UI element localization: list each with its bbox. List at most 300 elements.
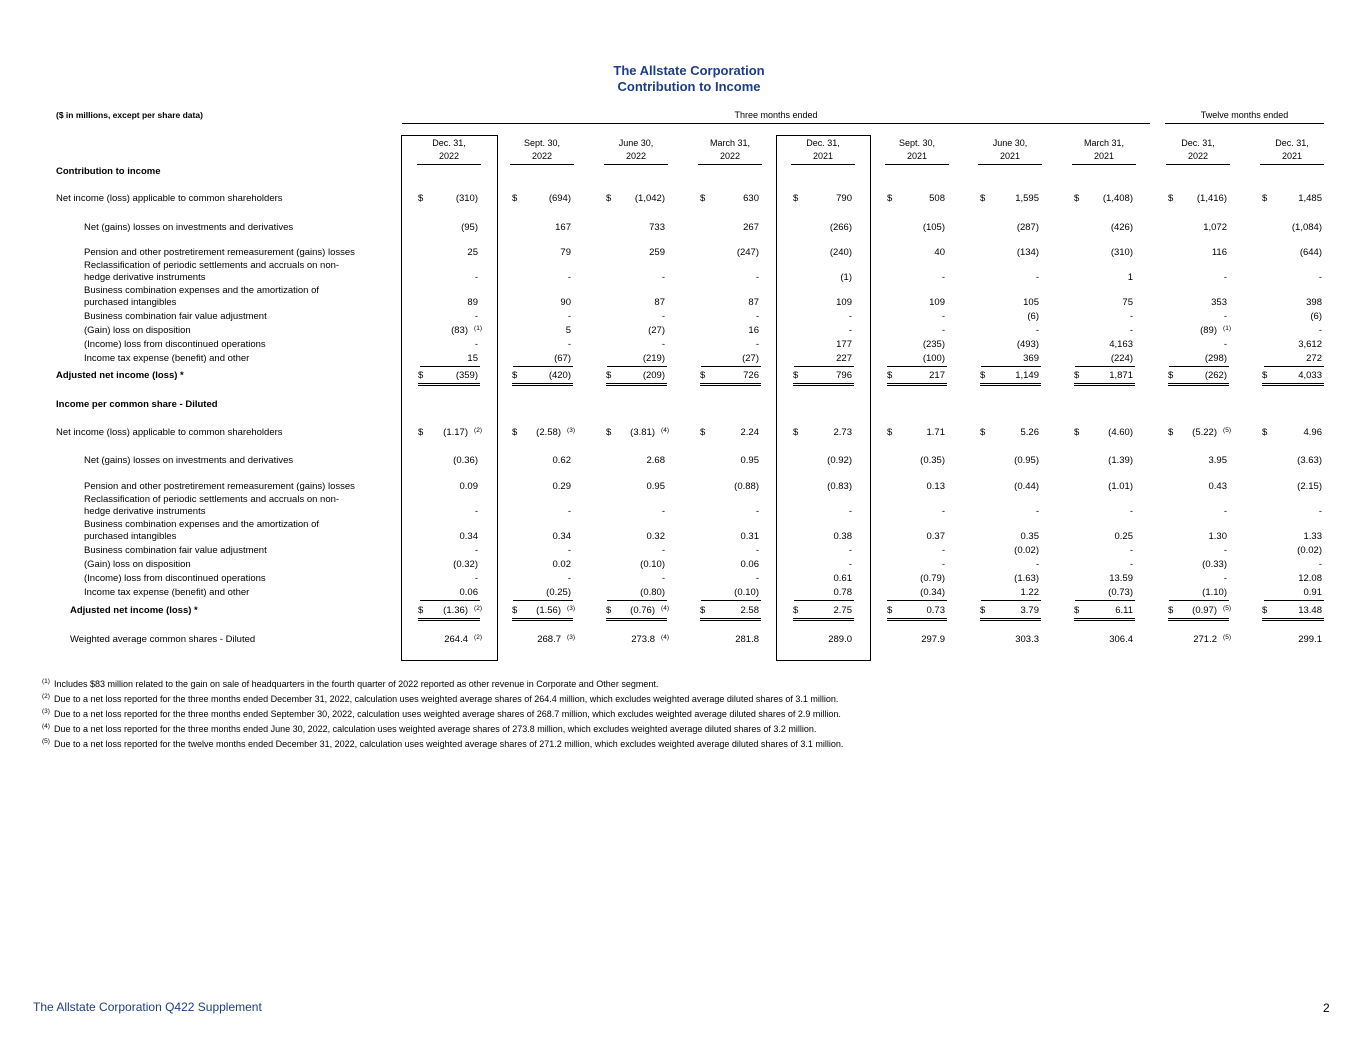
table-cell xyxy=(513,221,573,235)
cell-value: 16 xyxy=(748,325,759,336)
table-cell xyxy=(512,426,573,440)
cell-value: (0.44) xyxy=(1014,481,1039,492)
row-label-line: Pension and other postretirement remeasurement (gains) losses xyxy=(84,247,355,258)
table-cell xyxy=(607,338,667,352)
table-cell xyxy=(1264,505,1324,519)
row-label xyxy=(84,247,355,259)
table-cell xyxy=(513,558,573,572)
table-cell xyxy=(1075,530,1135,544)
cell-value: 0.02 xyxy=(552,559,571,570)
table-cell xyxy=(1264,324,1324,338)
row-label xyxy=(84,339,266,351)
cell-value: 0.29 xyxy=(552,481,571,492)
table-cell xyxy=(794,296,854,310)
cell-value: (310) xyxy=(455,193,478,204)
cell-value: (6) xyxy=(1310,311,1322,322)
table-cell xyxy=(794,271,854,285)
table-cell xyxy=(1264,221,1324,235)
table-cell xyxy=(1169,271,1229,285)
cell-value: - xyxy=(474,545,478,556)
table-cell xyxy=(607,246,667,260)
table-cell xyxy=(1264,633,1324,647)
cell-value: - xyxy=(1035,325,1039,336)
table-cell xyxy=(1169,296,1229,310)
units-label: ($ in millions, except per share data) xyxy=(56,110,203,120)
row-label xyxy=(84,587,249,599)
table-cell xyxy=(980,192,1041,206)
cell-value: - xyxy=(1318,272,1322,283)
group-header-twelve-months: Twelve months ended xyxy=(1165,110,1324,124)
cell-value: 281.8 xyxy=(735,634,759,645)
cell-value: 109 xyxy=(836,297,852,308)
table-cell xyxy=(981,572,1041,586)
cell-value: (95) xyxy=(461,222,478,233)
cell-value: (0.35) xyxy=(920,455,945,466)
cell-value: (1,408) xyxy=(1102,193,1133,204)
table-cell xyxy=(887,338,947,352)
table-cell xyxy=(607,586,667,601)
cell-value: 0.91 xyxy=(1303,587,1322,598)
cell-value: - xyxy=(1129,545,1133,556)
cell-value: 508 xyxy=(929,193,945,204)
cell-value: 4,033 xyxy=(1298,370,1322,381)
cell-value: (0.92) xyxy=(827,455,852,466)
table-cell xyxy=(420,572,480,586)
row-label-line: (Gain) loss on disposition xyxy=(84,559,191,570)
cell-value: - xyxy=(661,272,665,283)
footnote-marker: (2) xyxy=(474,605,482,612)
cell-value: 25 xyxy=(467,247,478,258)
row-label xyxy=(84,559,191,571)
table-cell xyxy=(513,296,573,310)
table-cell xyxy=(1074,426,1135,440)
table-cell xyxy=(794,544,854,558)
table-cell xyxy=(420,246,480,260)
currency-symbol: $ xyxy=(512,427,518,438)
cell-value: - xyxy=(1223,272,1227,283)
column-header-year: 2021 xyxy=(1281,151,1303,161)
row-label xyxy=(56,370,184,382)
table-cell xyxy=(513,271,573,285)
cell-value: (1.17) xyxy=(443,427,468,438)
table-cell xyxy=(607,296,667,310)
cell-value: - xyxy=(567,339,571,350)
cell-value: (266) xyxy=(829,222,852,233)
table-cell xyxy=(1264,480,1324,494)
currency-symbol: $ xyxy=(606,605,612,616)
row-label xyxy=(84,455,293,467)
currency-symbol: $ xyxy=(1262,605,1268,616)
footnote-marker: (1) xyxy=(1223,325,1231,332)
cell-value: (3.63) xyxy=(1297,455,1322,466)
footnote-text: Due to a net loss reported for the three months ended December 31, 2022, calculation uses weighted average shares of 264.4 million, which excludes weighted average diluted shares of 3.1 million. xyxy=(53,694,839,704)
cell-value: (298) xyxy=(1204,353,1227,364)
row-label xyxy=(84,519,319,543)
cell-value: 271.2 xyxy=(1193,634,1217,645)
currency-symbol: $ xyxy=(700,605,706,616)
table-cell xyxy=(420,221,480,235)
cell-value: (1.01) xyxy=(1108,481,1133,492)
cell-value: - xyxy=(941,559,945,570)
table-cell xyxy=(513,246,573,260)
cell-value: (0.25) xyxy=(546,587,571,598)
column-header-year: 2022 xyxy=(438,151,460,161)
cell-value: (0.32) xyxy=(453,559,478,570)
table-cell xyxy=(607,572,667,586)
cell-value: (0.88) xyxy=(734,481,759,492)
table-cell xyxy=(1168,369,1229,386)
cell-value: 217 xyxy=(929,370,945,381)
table-cell xyxy=(420,633,480,647)
table-cell xyxy=(701,271,761,285)
table-cell xyxy=(513,505,573,519)
table-cell xyxy=(887,369,947,386)
table-cell xyxy=(513,572,573,586)
table-cell xyxy=(1168,426,1229,440)
table-cell xyxy=(981,310,1041,324)
table-cell xyxy=(513,530,573,544)
currency-symbol: $ xyxy=(887,427,893,438)
cell-value: 75 xyxy=(1122,297,1133,308)
row-label-line: Business combination expenses and the amortization of xyxy=(84,519,319,530)
column-header-year: 2022 xyxy=(531,151,553,161)
table-cell xyxy=(512,369,573,386)
cell-value: (0.34) xyxy=(920,587,945,598)
cell-value: 12.08 xyxy=(1298,573,1322,584)
cell-value: 398 xyxy=(1306,297,1322,308)
table-cell xyxy=(1169,352,1229,367)
column-header-period: Sept. 30, xyxy=(898,138,936,148)
column-header-year: 2021 xyxy=(812,151,834,161)
table-cell xyxy=(607,530,667,544)
cell-value: (134) xyxy=(1016,247,1039,258)
table-cell xyxy=(420,454,480,468)
currency-symbol: $ xyxy=(1074,605,1080,616)
table-cell xyxy=(887,324,947,338)
table-cell xyxy=(513,480,573,494)
cell-value: 0.35 xyxy=(1020,531,1039,542)
table-cell xyxy=(420,530,480,544)
cell-value: (219) xyxy=(642,353,665,364)
cell-value: 1.22 xyxy=(1020,587,1039,598)
cell-value: - xyxy=(941,272,945,283)
currency-symbol: $ xyxy=(980,370,986,381)
table-cell xyxy=(794,352,854,367)
cell-value: 177 xyxy=(836,339,852,350)
table-cell xyxy=(513,310,573,324)
cell-value: (1) xyxy=(840,272,852,283)
column-header-year: 2022 xyxy=(1187,151,1209,161)
cell-value: 4,163 xyxy=(1109,339,1133,350)
column-header xyxy=(1260,137,1324,165)
table-cell xyxy=(1169,558,1229,572)
cell-value: 726 xyxy=(743,370,759,381)
table-cell xyxy=(1075,324,1135,338)
table-cell xyxy=(513,324,573,338)
footer-text: The Allstate Corporation Q422 Supplement xyxy=(33,1000,262,1014)
cell-value: (240) xyxy=(829,247,852,258)
cell-value: 733 xyxy=(649,222,665,233)
table-cell xyxy=(1075,633,1135,647)
cell-value: - xyxy=(1223,545,1227,556)
table-cell xyxy=(418,369,480,386)
cell-value: - xyxy=(474,272,478,283)
table-cell xyxy=(1168,604,1229,621)
row-label-line: Income per common share - Diluted xyxy=(56,399,218,410)
footnote-mark: (5) xyxy=(42,738,50,745)
row-label-line: Contribution to income xyxy=(56,166,161,177)
table-cell xyxy=(1264,572,1324,586)
cell-value: (420) xyxy=(548,370,571,381)
table-cell xyxy=(887,604,947,621)
table-cell xyxy=(607,480,667,494)
cell-value: 15 xyxy=(467,353,478,364)
table-cell xyxy=(794,530,854,544)
row-label-line: Net income (loss) applicable to common shareholders xyxy=(56,427,283,438)
currency-symbol: $ xyxy=(512,370,518,381)
table-cell xyxy=(981,296,1041,310)
table-cell xyxy=(607,221,667,235)
report-subtitle: Contribution to Income xyxy=(617,79,761,94)
row-label xyxy=(84,481,355,493)
table-cell xyxy=(981,558,1041,572)
column-header-period: Dec. 31, xyxy=(806,138,840,148)
row-label-line: Weighted average common shares - Diluted xyxy=(70,634,256,645)
table-cell xyxy=(606,426,667,440)
row-label xyxy=(84,545,267,557)
row-label-line: Adjusted net income (loss) * xyxy=(56,370,184,381)
table-cell xyxy=(887,572,947,586)
table-cell xyxy=(607,324,667,338)
column-header-period: June 30, xyxy=(992,138,1028,148)
cell-value: (310) xyxy=(1110,247,1133,258)
table-cell xyxy=(1264,310,1324,324)
cell-value: - xyxy=(1223,573,1227,584)
table-cell xyxy=(887,530,947,544)
cell-value: (644) xyxy=(1299,247,1322,258)
table-cell xyxy=(1264,454,1324,468)
cell-value: (1,416) xyxy=(1196,193,1227,204)
cell-value: - xyxy=(755,339,759,350)
currency-symbol: $ xyxy=(1262,427,1268,438)
table-cell xyxy=(1262,426,1324,440)
table-cell xyxy=(1169,338,1229,352)
table-cell xyxy=(887,426,947,440)
table-cell xyxy=(607,310,667,324)
cell-value: 2.68 xyxy=(646,455,665,466)
cell-value: 0.38 xyxy=(833,531,852,542)
table-cell xyxy=(1169,586,1229,601)
cell-value: 0.32 xyxy=(646,531,665,542)
row-label xyxy=(84,353,249,365)
cell-value: (224) xyxy=(1110,353,1133,364)
cell-value: 264.4 xyxy=(444,634,468,645)
cell-value: 1 xyxy=(1127,272,1133,283)
table-cell xyxy=(420,296,480,310)
column-header-year: 2021 xyxy=(1093,151,1115,161)
footnote-marker: (5) xyxy=(1223,634,1231,641)
cell-value: (105) xyxy=(922,222,945,233)
cell-value: - xyxy=(941,506,945,517)
cell-value: 3.95 xyxy=(1208,455,1227,466)
column-header-year: 2022 xyxy=(625,151,647,161)
footnote xyxy=(42,738,843,749)
cell-value: (235) xyxy=(922,339,945,350)
cell-value: 1,595 xyxy=(1015,193,1039,204)
cell-value: 0.13 xyxy=(926,481,945,492)
cell-value: (67) xyxy=(554,353,571,364)
table-cell xyxy=(980,604,1041,621)
table-cell xyxy=(512,604,573,621)
footnote-marker: (5) xyxy=(1223,427,1231,434)
column-header xyxy=(698,137,762,165)
cell-value: 6.11 xyxy=(1115,605,1133,616)
cell-value: (27) xyxy=(648,325,665,336)
table-cell xyxy=(794,221,854,235)
table-cell xyxy=(700,192,761,206)
table-cell xyxy=(981,352,1041,367)
table-cell xyxy=(793,426,854,440)
table-cell xyxy=(1169,221,1229,235)
table-cell xyxy=(420,324,480,338)
cell-value: 0.73 xyxy=(926,605,945,616)
table-cell xyxy=(981,221,1041,235)
table-cell xyxy=(1075,246,1135,260)
footnote-marker: (3) xyxy=(567,605,575,612)
cell-value: (694) xyxy=(548,193,571,204)
currency-symbol: $ xyxy=(887,193,893,204)
cell-value: - xyxy=(1318,325,1322,336)
table-cell xyxy=(887,454,947,468)
table-cell xyxy=(418,426,480,440)
footnote-marker: (2) xyxy=(474,427,482,434)
table-cell xyxy=(794,246,854,260)
table-cell xyxy=(700,426,761,440)
table-cell xyxy=(793,604,854,621)
table-cell xyxy=(701,544,761,558)
cell-value: - xyxy=(1129,559,1133,570)
table-cell xyxy=(981,454,1041,468)
table-cell xyxy=(1169,480,1229,494)
table-cell xyxy=(1075,454,1135,468)
cell-value: (262) xyxy=(1204,370,1227,381)
table-cell xyxy=(700,604,761,621)
table-cell xyxy=(1264,586,1324,601)
footnote-marker: (4) xyxy=(661,427,669,434)
table-cell xyxy=(981,324,1041,338)
cell-value: (0.73) xyxy=(1108,587,1133,598)
table-cell xyxy=(1074,369,1135,386)
cell-value: (0.36) xyxy=(453,455,478,466)
table-cell xyxy=(1075,544,1135,558)
currency-symbol: $ xyxy=(418,370,424,381)
column-header-period: Dec. 31, xyxy=(1181,138,1215,148)
page-number: 2 xyxy=(1323,1001,1330,1015)
cell-value: 2.58 xyxy=(740,605,759,616)
section-heading xyxy=(56,399,218,411)
cell-value: (27) xyxy=(742,353,759,364)
table-cell xyxy=(887,544,947,558)
row-label-line: Pension and other postretirement remeasurement (gains) losses xyxy=(84,481,355,492)
cell-value: 289.0 xyxy=(828,634,852,645)
cell-value: - xyxy=(661,573,665,584)
currency-symbol: $ xyxy=(887,370,893,381)
row-label xyxy=(56,427,283,439)
table-cell xyxy=(513,352,573,367)
cell-value: - xyxy=(1318,506,1322,517)
row-label xyxy=(84,494,339,518)
cell-value: 0.06 xyxy=(740,559,759,570)
cell-value: 5 xyxy=(565,325,571,336)
table-cell xyxy=(1075,505,1135,519)
table-cell xyxy=(418,604,480,621)
cell-value: 1.30 xyxy=(1208,531,1227,542)
cell-value: 87 xyxy=(654,297,665,308)
table-cell xyxy=(607,454,667,468)
table-cell xyxy=(1264,246,1324,260)
table-cell xyxy=(1169,246,1229,260)
cell-value: (0.95) xyxy=(1014,455,1039,466)
cell-value: (2.15) xyxy=(1297,481,1322,492)
currency-symbol: $ xyxy=(1074,427,1080,438)
table-cell xyxy=(1264,338,1324,352)
cell-value: - xyxy=(661,311,665,322)
table-cell xyxy=(701,633,761,647)
footnote-marker: (2) xyxy=(474,634,482,641)
cell-value: - xyxy=(1129,506,1133,517)
table-cell xyxy=(1075,586,1135,601)
table-cell xyxy=(794,310,854,324)
table-cell xyxy=(513,454,573,468)
column-header xyxy=(978,137,1042,165)
table-cell xyxy=(606,369,667,386)
row-label-line: (Gain) loss on disposition xyxy=(84,325,191,336)
currency-symbol: $ xyxy=(793,193,799,204)
table-cell xyxy=(420,586,480,601)
table-cell xyxy=(1075,572,1135,586)
cell-value: 303.3 xyxy=(1015,634,1039,645)
cell-value: (0.83) xyxy=(827,481,852,492)
table-cell xyxy=(1075,338,1135,352)
table-cell xyxy=(794,480,854,494)
row-label-line: purchased intangibles xyxy=(84,297,177,308)
cell-value: (0.97) xyxy=(1192,605,1217,616)
footnote-mark: (4) xyxy=(42,723,50,730)
currency-symbol: $ xyxy=(700,193,706,204)
table-cell xyxy=(1075,480,1135,494)
cell-value: 2.75 xyxy=(833,605,852,616)
cell-value: - xyxy=(1223,311,1227,322)
row-label-line: purchased intangibles xyxy=(84,531,177,542)
cell-value: 1,149 xyxy=(1015,370,1039,381)
table-cell xyxy=(1075,221,1135,235)
cell-value: (0.79) xyxy=(920,573,945,584)
cell-value: - xyxy=(755,311,759,322)
cell-value: - xyxy=(755,573,759,584)
footnote xyxy=(42,693,838,704)
cell-value: 369 xyxy=(1023,353,1039,364)
table-cell xyxy=(1169,572,1229,586)
column-header-year: 2021 xyxy=(906,151,928,161)
cell-value: - xyxy=(474,506,478,517)
cell-value: 790 xyxy=(836,193,852,204)
table-cell xyxy=(887,296,947,310)
table-cell xyxy=(1264,352,1324,367)
table-cell xyxy=(701,338,761,352)
table-cell xyxy=(701,586,761,601)
row-label-line: hedge derivative instruments xyxy=(84,272,206,283)
cell-value: (1.39) xyxy=(1108,455,1133,466)
